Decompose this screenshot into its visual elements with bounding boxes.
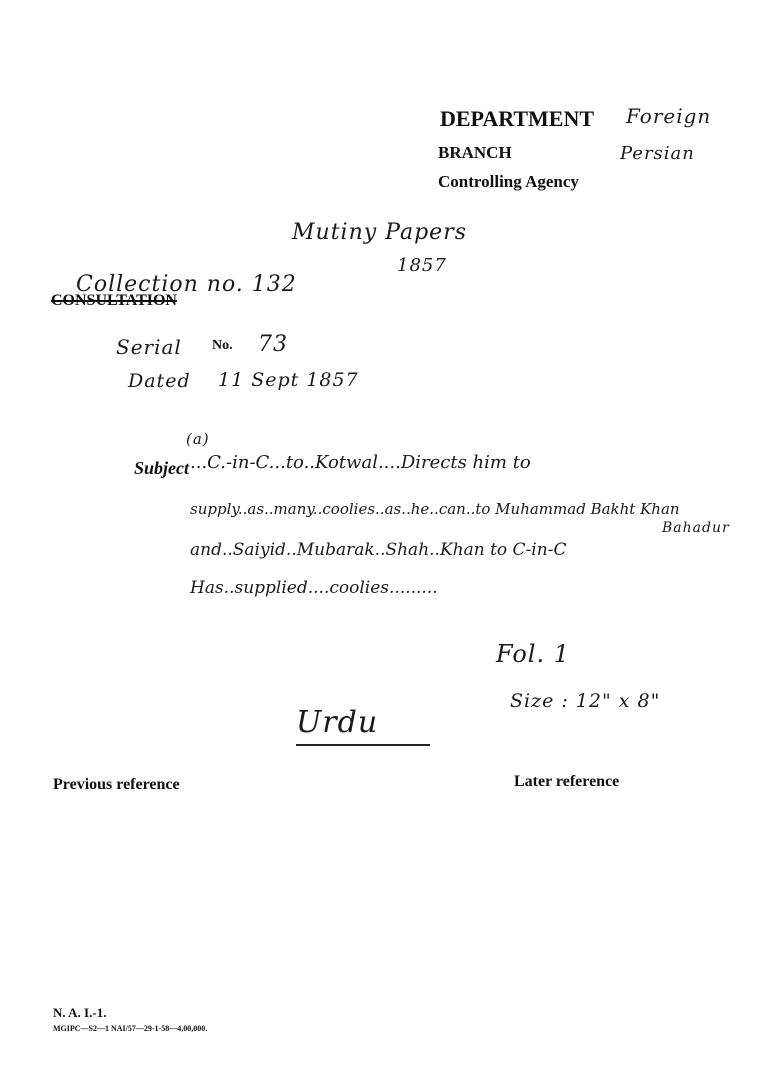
- consultation-label: CONSULTATION: [51, 292, 177, 309]
- serial-no-label: No.: [212, 338, 233, 353]
- subject-line-3: and..Saiyid..Mubarak..Shah..Khan to C-in-C: [190, 540, 567, 560]
- subject-label: Subject: [134, 458, 190, 478]
- department-value: Foreign: [626, 104, 712, 128]
- department-label: DEPARTMENT: [440, 106, 595, 131]
- branch-label: BRANCH: [438, 143, 512, 162]
- subject-continuation: Bahadur: [662, 520, 730, 536]
- dated-label: Dated: [128, 370, 191, 392]
- collection-note: Collection no. 132: [76, 272, 297, 297]
- serial-number: 73: [258, 332, 288, 357]
- subject-line-2: supply..as..many..coolies..as..he..can..to Muhammad Bakht Khan: [190, 500, 680, 518]
- subject-marker: (a): [186, 430, 210, 448]
- subject-line-4: Has..supplied....coolies.........: [190, 578, 438, 598]
- folio-number: Fol. 1: [496, 640, 570, 668]
- collection-title: Mutiny Papers: [292, 220, 468, 245]
- collection-year: 1857: [397, 255, 447, 276]
- previous-reference-label: Previous reference: [53, 776, 180, 793]
- footer-code: N. A. I.-1.: [53, 1005, 107, 1020]
- branch-value: Persian: [620, 143, 695, 164]
- later-reference-label: Later reference: [514, 773, 620, 790]
- agency-label: Controlling Agency: [438, 172, 579, 191]
- footer-print-info: MGIPC—S2—1 NAI/57—29-1-58—4,00,000.: [53, 1024, 208, 1033]
- serial-label: Serial: [116, 335, 182, 359]
- language-note: Urdu: [296, 705, 430, 746]
- document-size: Size : 12" x 8": [510, 690, 661, 712]
- subject-line-1: ...C.-in-C...to..Kotwal....Directs him to: [190, 452, 531, 473]
- dated-value: 11 Sept 1857: [218, 369, 359, 391]
